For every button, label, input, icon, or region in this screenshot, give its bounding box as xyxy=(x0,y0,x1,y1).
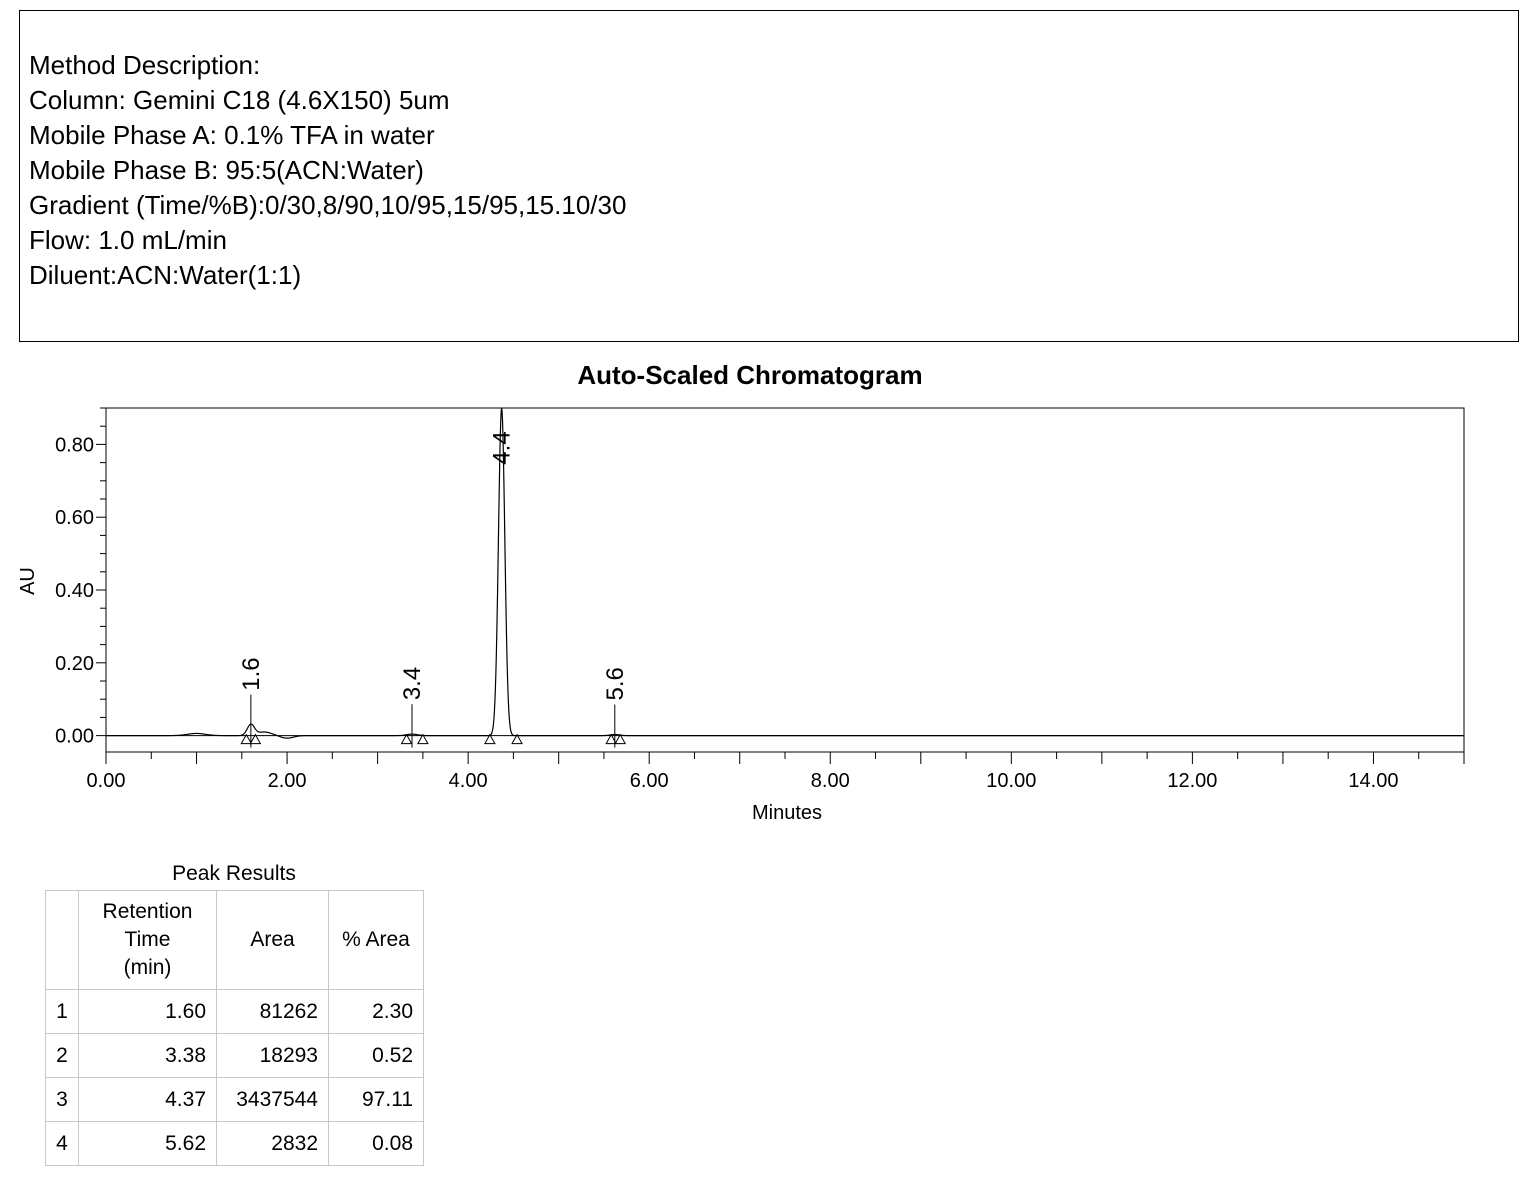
header-retention-time: Retention Time (min) xyxy=(79,891,217,990)
method-line: Mobile Phase A: 0.1% TFA in water xyxy=(29,120,435,150)
cell-retention-time: 1.60 xyxy=(79,990,217,1034)
x-tick-label: 0.00 xyxy=(86,770,126,792)
table-row xyxy=(46,1034,424,1078)
peak-label: 1.6 xyxy=(237,657,265,691)
peak-results-title: Peak Results xyxy=(172,862,296,885)
peak-label: 4.4 xyxy=(488,431,516,465)
table-row xyxy=(46,1122,424,1166)
x-tick-label: 14.00 xyxy=(1348,770,1399,792)
y-tick-label: 0.60 xyxy=(55,507,94,530)
x-tick-label: 8.00 xyxy=(810,770,850,792)
cell-index: 4 xyxy=(46,1122,79,1166)
y-tick-label: 0.20 xyxy=(55,652,94,675)
y-tick-label: 0.00 xyxy=(55,725,94,748)
header-area: Area xyxy=(217,891,329,990)
cell-index: 3 xyxy=(46,1078,79,1122)
table-row xyxy=(46,1078,424,1122)
cell-area: 18293 xyxy=(217,1034,329,1078)
method-line: Diluent:ACN:Water(1:1) xyxy=(29,260,302,290)
peak-results-table xyxy=(45,890,424,1166)
y-tick-label: 0.40 xyxy=(55,580,94,603)
cell-index: 2 xyxy=(46,1034,79,1078)
method-line: Column: Gemini C18 (4.6X150) 5um xyxy=(29,85,450,115)
cell-area: 3437544 xyxy=(217,1078,329,1122)
peak-label: 3.4 xyxy=(399,666,427,701)
cell-retention-time: 4.37 xyxy=(79,1078,217,1122)
method-line: Flow: 1.0 mL/min xyxy=(29,225,227,255)
x-tick-label: 2.00 xyxy=(267,770,307,792)
plot-frame xyxy=(106,408,1464,752)
cell-percent-area: 2.30 xyxy=(329,990,424,1034)
cell-index: 1 xyxy=(46,990,79,1034)
y-axis-label: AU xyxy=(17,567,39,595)
method-line: Gradient (Time/%B):0/30,8/90,10/95,15/95,15.10/30 xyxy=(29,190,627,220)
chart-title: Auto-Scaled Chromatogram xyxy=(577,360,923,390)
y-tick-label: 0.80 xyxy=(55,434,94,457)
x-tick-label: 4.00 xyxy=(448,770,488,792)
x-tick-label: 10.00 xyxy=(986,770,1037,792)
cell-percent-area: 97.11 xyxy=(329,1078,424,1122)
cell-area: 2832 xyxy=(217,1122,329,1166)
table-header-row xyxy=(46,891,424,990)
x-tick-label: 12.00 xyxy=(1167,770,1218,792)
cell-retention-time: 3.38 xyxy=(79,1034,217,1078)
header-index xyxy=(46,891,79,990)
cell-retention-time: 5.62 xyxy=(79,1122,217,1166)
table-row xyxy=(46,990,424,1034)
method-line: Method Description: xyxy=(29,50,261,80)
chromatogram-trace xyxy=(106,408,1464,738)
cell-percent-area: 0.08 xyxy=(329,1122,424,1166)
method-line: Mobile Phase B: 95:5(ACN:Water) xyxy=(29,155,424,185)
cell-percent-area: 0.52 xyxy=(329,1034,424,1078)
peak-label: 5.6 xyxy=(601,667,629,701)
cell-area: 81262 xyxy=(217,990,329,1034)
x-axis-label: Minutes xyxy=(751,802,823,824)
x-tick-label: 6.00 xyxy=(629,770,669,792)
header-percent-area: % Area xyxy=(329,891,424,990)
